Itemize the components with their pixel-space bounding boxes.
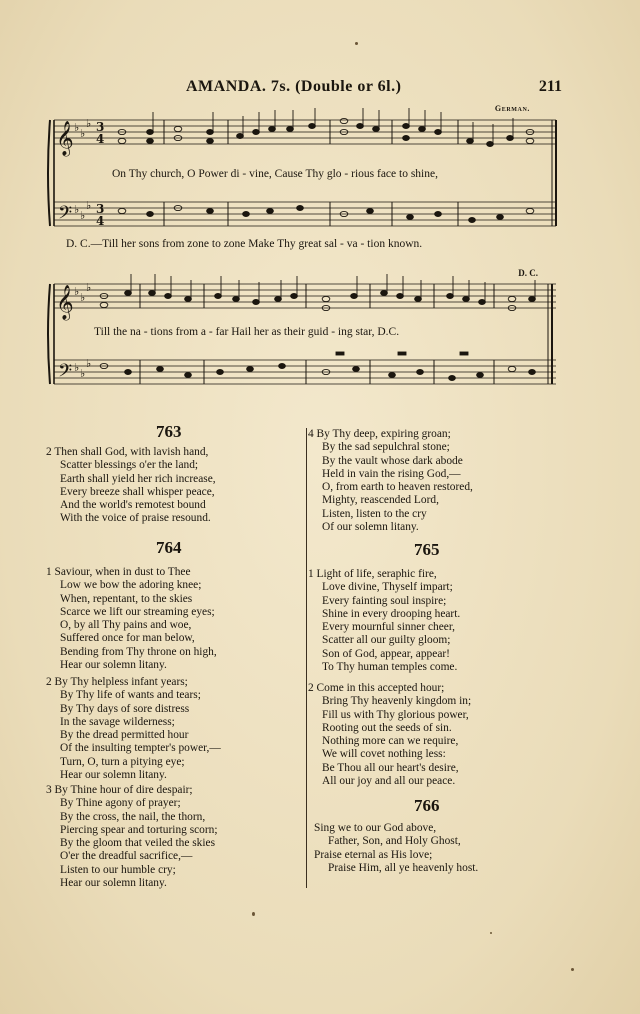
verse-line: 1 Saviour, when in dust to Thee bbox=[46, 566, 191, 578]
verse-line: We will covet nothing less: bbox=[322, 748, 446, 761]
verse-line: Piercing spear and torturing scorn; bbox=[60, 823, 218, 836]
svg-text:♭: ♭ bbox=[80, 291, 86, 304]
treble-clef-icon: 𝄞 bbox=[56, 285, 74, 320]
verse-line: Bending from Thy throne on high, bbox=[60, 645, 217, 658]
svg-text:♭: ♭ bbox=[80, 209, 86, 222]
verse-line: Father, Son, and Holy Ghost, bbox=[328, 835, 461, 848]
verse-line: Listen to our humble cry; bbox=[60, 863, 176, 876]
verse-line: In the savage wilderness; bbox=[60, 715, 175, 728]
verse-line: By Thine agony of prayer; bbox=[60, 797, 181, 810]
verse-line: Scatter blessings o'er the land; bbox=[60, 459, 199, 472]
music-score bbox=[0, 0, 640, 400]
dc-lyric-line: D. C.—Till her sons from zone to zone Make Thy great sal - va - tion known. bbox=[66, 238, 423, 250]
svg-text:3: 3 bbox=[96, 120, 105, 134]
svg-text:♭: ♭ bbox=[86, 281, 92, 294]
lyric-line-1: On Thy church, O Power di - vine, Cause Thy glo - rious face to shine, bbox=[112, 168, 438, 180]
verse-line: Sing we to our God above, bbox=[314, 822, 437, 834]
verse-line: Of the insulting tempter's power,— bbox=[60, 742, 221, 755]
staff-bass-1 bbox=[54, 202, 556, 226]
paper-speck bbox=[355, 42, 358, 45]
verse-line: 1 Light of life, seraphic fire, bbox=[308, 568, 437, 580]
verse-line: Suffered once for man below, bbox=[60, 632, 195, 645]
hymn-763-verse-4 bbox=[308, 428, 473, 534]
verse-line: Fill us with Thy glorious power, bbox=[322, 708, 469, 721]
composer-credit: German. bbox=[494, 104, 530, 113]
verse-line: Bring Thy heavenly kingdom in; bbox=[322, 695, 472, 708]
hymn-number-766: 766 bbox=[414, 796, 440, 815]
verse-line: Scatter all our guilty gloom; bbox=[322, 634, 451, 647]
verse-line: Scarce we lift our streaming eyes; bbox=[60, 605, 215, 618]
verse-line: Every mournful sinner cheer, bbox=[322, 621, 456, 634]
dc-marker: D. C. bbox=[518, 268, 538, 278]
verse-line: Love divine, Thyself impart; bbox=[322, 581, 453, 594]
svg-text:4: 4 bbox=[96, 132, 105, 146]
verse-line: Listen, listen to the cry bbox=[322, 507, 427, 520]
hymn-764-verse-2 bbox=[46, 676, 221, 782]
hymn-765-verse-1 bbox=[308, 568, 460, 674]
column-divider bbox=[306, 428, 307, 888]
svg-text:♭: ♭ bbox=[74, 121, 80, 134]
hymn-764-verse-3 bbox=[46, 784, 218, 890]
verse-line: 2 Come in this accepted hour; bbox=[308, 682, 445, 694]
verse-line: To Thy human temples come. bbox=[322, 661, 458, 674]
verse-line: Low we bow the adoring knee; bbox=[60, 579, 202, 592]
svg-text:♭: ♭ bbox=[80, 367, 86, 380]
lyric-line-2: Till the na - tions from a - far Hail her as their guid - ing star, D.C. bbox=[94, 326, 400, 338]
paper-speck bbox=[571, 968, 574, 971]
hymn-number-763: 763 bbox=[156, 422, 182, 441]
verse-line: Of our solemn litany. bbox=[322, 521, 419, 534]
verse-line: Every breeze shall whisper peace, bbox=[60, 485, 215, 498]
page-number: 211 bbox=[538, 78, 562, 95]
verse-line: Held in vain the rising God,— bbox=[322, 467, 461, 480]
svg-text:♭: ♭ bbox=[74, 361, 80, 374]
svg-text:♭: ♭ bbox=[80, 127, 86, 140]
verse-line: O, from earth to heaven restored, bbox=[322, 481, 473, 494]
hymn-763-verse-2 bbox=[46, 446, 216, 526]
verse-line: Turn, O, turn a pitying eye; bbox=[60, 755, 185, 768]
verse-line: With the voice of praise resound. bbox=[60, 512, 211, 525]
staff-treble-1 bbox=[54, 120, 556, 144]
verse-line: 2 Then shall God, with lavish hand, bbox=[46, 446, 209, 458]
verse-line: Nothing more can we require, bbox=[322, 735, 459, 748]
verse-line: Hear our solemn litany. bbox=[60, 877, 167, 890]
verse-line: When, repentant, to the skies bbox=[60, 592, 193, 605]
verse-line: Be Thou all our heart's desire, bbox=[322, 761, 459, 774]
verse-line: Praise Him, all ye heavenly host. bbox=[328, 861, 479, 874]
verse-line: Son of God, appear, appear! bbox=[322, 647, 450, 660]
hymn-766-verse-1 bbox=[314, 822, 478, 875]
hymn-765-verse-2 bbox=[308, 682, 471, 788]
verse-line: And the world's remotest bound bbox=[60, 499, 206, 512]
verse-line: By Thy life of wants and tears; bbox=[60, 689, 201, 702]
verse-line: Earth shall yield her rich increase, bbox=[60, 472, 216, 485]
svg-text:3: 3 bbox=[96, 202, 105, 216]
hymn-number-764: 764 bbox=[156, 538, 182, 557]
hymn-number-765: 765 bbox=[414, 540, 440, 559]
verse-line: Rooting out the seeds of sin. bbox=[322, 721, 452, 734]
svg-text:♭: ♭ bbox=[86, 357, 92, 370]
verse-line: By Thy days of sore distress bbox=[60, 702, 190, 715]
svg-text:♭: ♭ bbox=[86, 117, 92, 130]
verse-line: Mighty, reascended Lord, bbox=[322, 494, 439, 507]
paper-speck bbox=[490, 932, 492, 934]
bass-clef-icon: 𝄢 bbox=[58, 203, 73, 228]
verse-line: 4 By Thy deep, expiring groan; bbox=[308, 428, 451, 440]
verse-line: Hear our solemn litany. bbox=[60, 769, 167, 782]
paper-speck bbox=[252, 912, 255, 916]
verse-line: By the dread permitted hour bbox=[60, 729, 189, 742]
verse-line: Praise eternal as His love; bbox=[314, 848, 433, 861]
svg-text:♭: ♭ bbox=[74, 285, 80, 298]
verse-line: O, by all Thy pains and woe, bbox=[60, 619, 192, 632]
verse-line: 3 By Thine hour of dire despair; bbox=[46, 784, 193, 796]
verse-line: O'er the dreadful sacrifice,— bbox=[60, 850, 193, 863]
verse-line: Hear our solemn litany. bbox=[60, 659, 167, 672]
verse-line: By the sad sepulchral stone; bbox=[322, 441, 450, 454]
verse-line: By the vault whose dark abode bbox=[322, 454, 463, 467]
verse-line: Shine in every drooping heart. bbox=[322, 607, 461, 620]
treble-clef-icon: 𝄞 bbox=[56, 121, 74, 156]
svg-text:4: 4 bbox=[96, 214, 105, 228]
verse-line: By the gloom that veiled the skies bbox=[60, 837, 216, 850]
verse-line: By the cross, the nail, the thorn, bbox=[60, 810, 206, 823]
tune-title: AMANDA. 7s. (Double or 6l.) bbox=[186, 78, 402, 95]
verse-line: All our joy and all our peace. bbox=[322, 775, 456, 788]
bass-clef-icon: 𝄢 bbox=[58, 361, 73, 386]
verse-line: Every fainting soul inspire; bbox=[322, 594, 447, 607]
svg-text:♭: ♭ bbox=[74, 203, 80, 216]
hymn-764-verse-1 bbox=[46, 566, 217, 672]
svg-text:♭: ♭ bbox=[86, 199, 92, 212]
verse-line: 2 By Thy helpless infant years; bbox=[46, 676, 188, 688]
